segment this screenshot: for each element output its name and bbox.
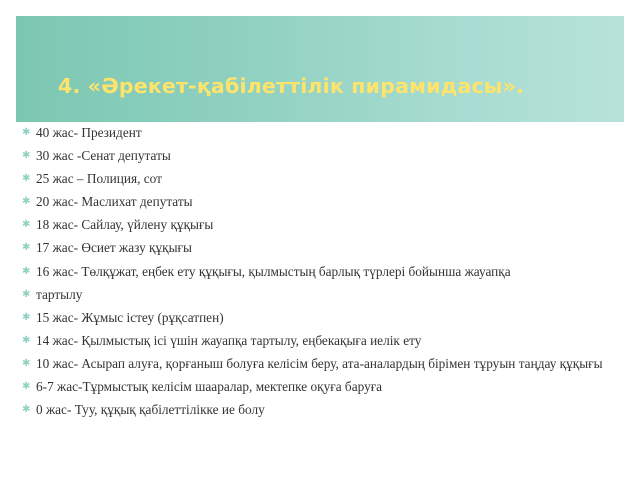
list-item (22, 169, 622, 189)
list-item-text: 10 жас- Асырап алуға, қорғаныш болуға келісім беру, ата-аналардың бірімен тұруын таңдау құқығы (36, 355, 603, 371)
asterisk-bullet-icon: ✱ (22, 150, 31, 162)
list-item-text: 15 жас- Жұмыс істеу (рұқсатпен) (36, 309, 224, 325)
asterisk-bullet-icon: ✱ (22, 127, 31, 138)
list-item (22, 215, 622, 235)
slide-header-band (16, 16, 624, 122)
asterisk-bullet-icon: ✱ (22, 357, 31, 369)
list-item-text: 20 жас- Маслихат депутаты (36, 194, 193, 210)
list-item-text: 25 жас – Полиция, сот (36, 171, 162, 187)
bullet-list (22, 123, 622, 423)
list-item-text: 17 жас- Өсиет жазу құқығы (36, 240, 192, 256)
list-item (22, 331, 622, 351)
asterisk-bullet-icon: ✱ (22, 173, 31, 185)
list-item (22, 377, 622, 397)
list-item (22, 354, 622, 374)
asterisk-bullet-icon: ✱ (22, 404, 31, 416)
list-item-text: 30 жас -Сенат депутаты (36, 148, 171, 164)
list-item-text: 18 жас- Сайлау, үйлену құқығы (36, 217, 214, 233)
asterisk-bullet-icon: ✱ (22, 242, 31, 254)
asterisk-bullet-icon: ✱ (22, 265, 31, 277)
slide-title: 4. «Әрекет-қабілеттілік пирамидасы». (58, 74, 524, 98)
asterisk-bullet-icon: ✱ (22, 311, 31, 323)
list-item-text: 6-7 жас-Тұрмыстық келісім шааралар, мектепке оқуға баруға (36, 379, 383, 395)
asterisk-bullet-icon: ✱ (22, 196, 31, 208)
asterisk-bullet-icon: ✱ (22, 288, 31, 300)
list-item (22, 400, 622, 420)
list-item (22, 192, 622, 212)
asterisk-bullet-icon: ✱ (22, 334, 31, 346)
list-item-text: 40 жас- Президент (36, 125, 142, 140)
asterisk-bullet-icon: ✱ (22, 381, 31, 393)
list-item (22, 285, 622, 305)
list-item-text: 16 жас- Төлқұжат, еңбек ету құқығы, қылмыстың барлық түрлері бойынша жауапқа (36, 263, 511, 279)
list-item-text: 0 жас- Туу, құқық қабілеттілікке ие болу (36, 402, 265, 418)
list-item (22, 123, 622, 143)
list-item (22, 262, 622, 282)
list-item-text: тартылу (36, 286, 83, 302)
asterisk-bullet-icon: ✱ (22, 219, 31, 231)
list-item (22, 308, 622, 328)
list-item-text: 14 жас- Қылмыстық ісі үшін жауапқа тартылу, еңбекақыға иелік ету (36, 332, 422, 348)
list-item (22, 146, 622, 166)
list-item (22, 238, 622, 258)
